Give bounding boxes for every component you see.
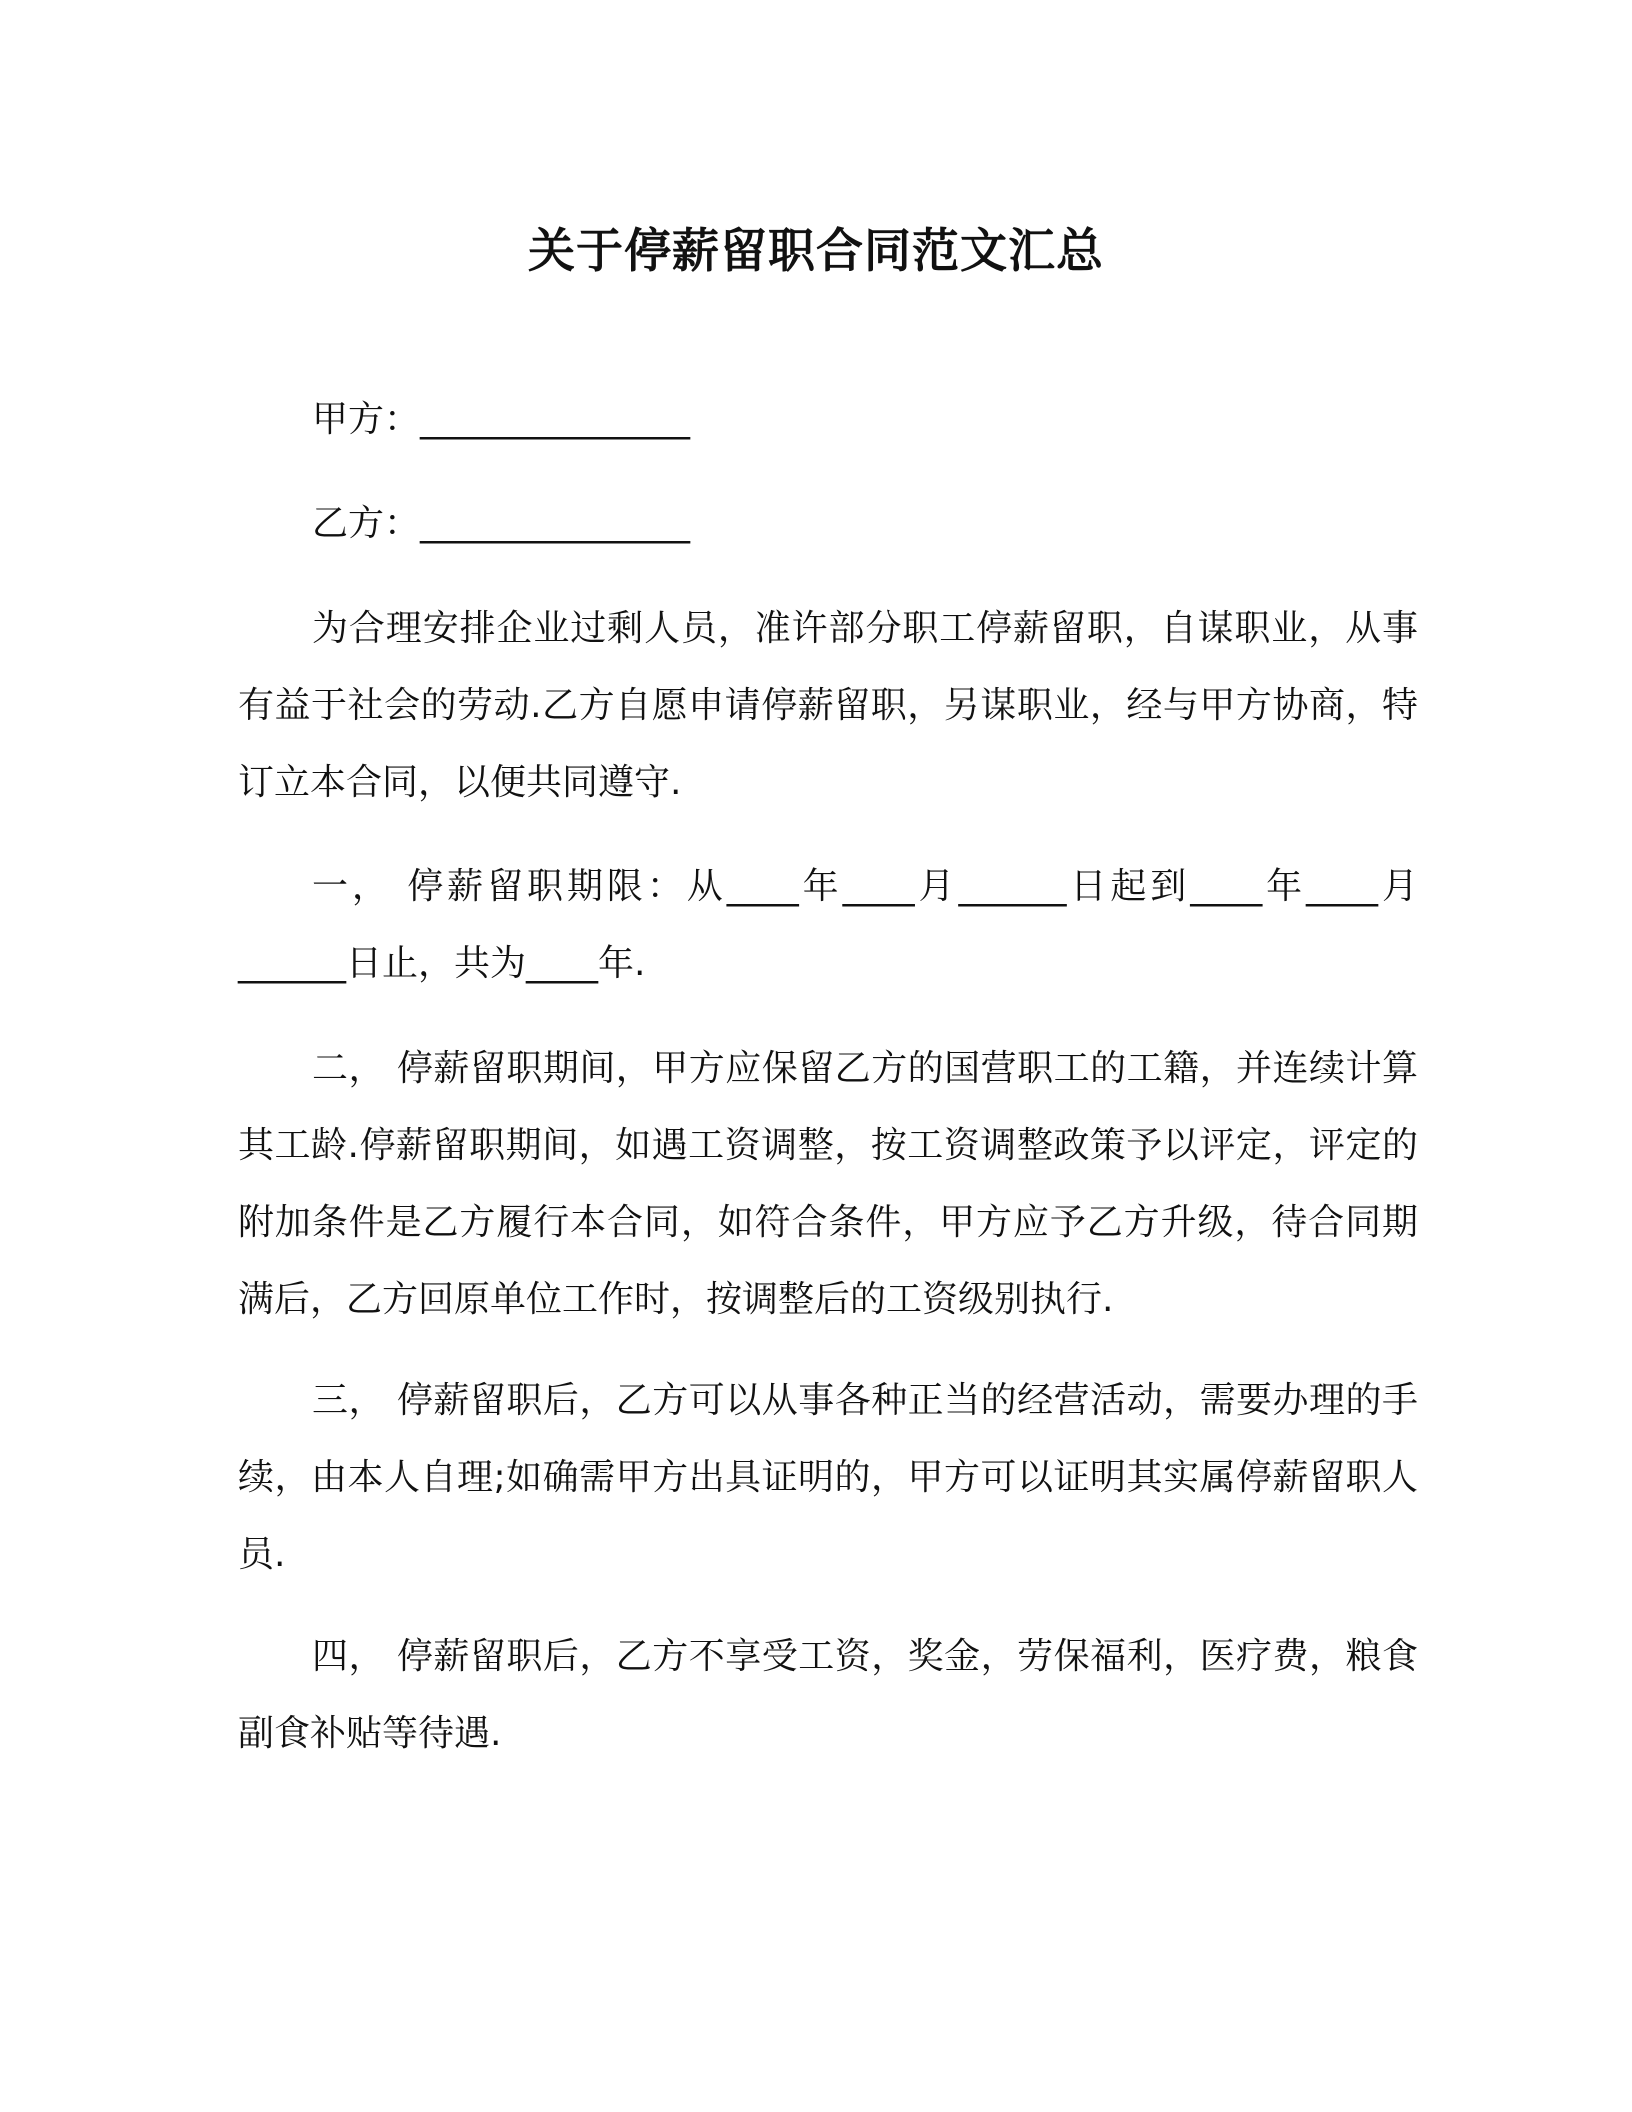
party-b-line: 乙方：_______________ bbox=[312, 503, 691, 544]
clause-3-paragraph: 三， 停薪留职后，乙方可以从事各种正当的经营活动，需要办理的手续，由本人自理;如确需甲方出具证明的，甲方可以证明其实属停薪留职人员. bbox=[238, 1380, 1418, 1575]
clause-1-paragraph: 一， 停薪留职期限：从____年____月______日起到____年____月______日止，共为____年. bbox=[238, 866, 1418, 984]
document-title: 关于停薪留职合同范文汇总 bbox=[528, 224, 1104, 279]
clause-2-paragraph: 二， 停薪留职期间，甲方应保留乙方的国营职工的工籍，并连续计算其工龄.停薪留职期间，如遇工资调整，按工资调整政策予以评定，评定的附加条件是乙方履行本合同，如符合条件，甲方应予乙方升级，待合同期满后，乙方回原单位工作时，按调整后的工资级别执行. bbox=[238, 1048, 1418, 1320]
intro-paragraph: 为合理安排企业过剩人员，准许部分职工停薪留职，自谋职业，从事有益于社会的劳动.乙方自愿申请停薪留职，另谋职业，经与甲方协商，特订立本合同，以便共同遵守. bbox=[238, 608, 1418, 803]
clause-4-paragraph: 四， 停薪留职后，乙方不享受工资，奖金，劳保福利，医疗费，粮食副食补贴等待遇. bbox=[238, 1636, 1418, 1754]
party-a-line: 甲方：_______________ bbox=[312, 399, 691, 440]
